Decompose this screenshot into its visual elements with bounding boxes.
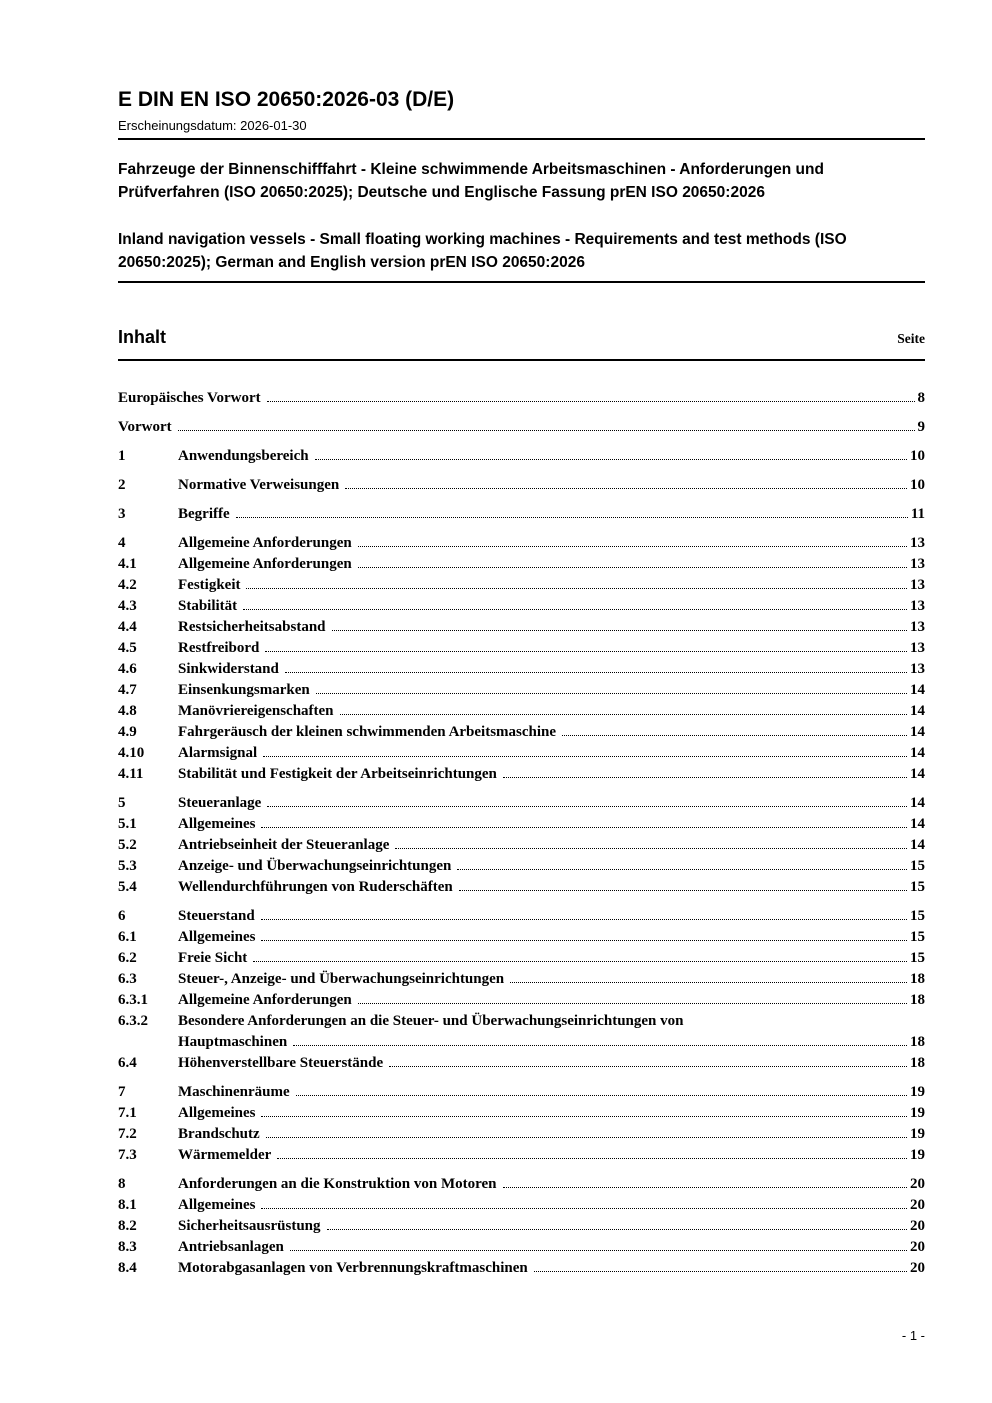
toc-entry-page: 19 — [910, 1147, 925, 1164]
toc-entry-page: 10 — [910, 477, 925, 494]
toc-dotted-leader — [327, 1229, 907, 1230]
toc-entry-page: 20 — [910, 1239, 925, 1256]
toc-entry-body — [178, 446, 925, 467]
toc-dotted-leader — [267, 401, 915, 402]
toc-entry-number: 6.2 — [118, 950, 137, 967]
toc-entry-title: Einsenkungsmarken — [178, 682, 310, 699]
toc-entry-number: 4 — [118, 535, 126, 552]
toc-dotted-leader — [261, 1208, 907, 1209]
toc-dotted-leader — [253, 961, 907, 962]
toc-entry-line — [178, 814, 925, 835]
toc-heading: Inhalt — [118, 327, 166, 348]
toc-entry-number: 6 — [118, 908, 126, 925]
toc-dotted-leader — [265, 651, 907, 652]
toc-entry-number: 6.4 — [118, 1055, 137, 1072]
toc-entry-body — [178, 680, 925, 701]
toc-entry[interactable] — [118, 1216, 925, 1237]
toc-entry[interactable] — [118, 533, 925, 554]
toc-entry-body — [178, 701, 925, 722]
toc-entry-body — [178, 722, 925, 743]
toc-entry-title: Steuer-, Anzeige- und Überwachungseinrichtungen — [178, 971, 505, 988]
toc-dotted-leader — [562, 735, 907, 736]
toc-entry-title: Höhenverstellbare Steuerstände — [178, 1055, 384, 1072]
toc-entry-page: 20 — [910, 1218, 925, 1235]
toc-dotted-leader — [389, 1066, 907, 1067]
toc-entry-line — [178, 701, 925, 722]
toc-dotted-leader — [236, 517, 908, 518]
toc-entry-page: 13 — [910, 535, 925, 552]
toc-entry[interactable] — [118, 927, 925, 948]
toc-entry[interactable] — [118, 722, 925, 743]
toc-entry-number: 5 — [118, 795, 126, 812]
toc-entry-line — [178, 554, 925, 575]
toc-entry-number: 8.3 — [118, 1239, 137, 1256]
toc-entry-page: 18 — [910, 992, 925, 1009]
toc-entry-title: Hauptmaschinen — [178, 1034, 288, 1051]
toc-entry-number: 4.8 — [118, 703, 137, 720]
toc-entry-title: Manövriereigenschaften — [178, 703, 334, 720]
toc-entry-body — [178, 475, 925, 496]
toc-entry-page: 9 — [917, 419, 925, 436]
toc-entry-page: 15 — [910, 879, 925, 896]
toc-entry-body — [178, 659, 925, 680]
toc-entry-page: 14 — [910, 837, 925, 854]
toc-entry-title: Begriffe — [178, 506, 230, 523]
toc-dotted-leader — [290, 1250, 907, 1251]
toc-dotted-leader — [340, 714, 907, 715]
toc-entry-line — [178, 1237, 925, 1258]
toc-entry-body — [178, 1145, 925, 1166]
toc-entry-page: 14 — [910, 724, 925, 741]
toc-entry[interactable] — [118, 969, 925, 990]
toc-dotted-leader — [277, 1158, 907, 1159]
toc-entry-page: 20 — [910, 1260, 925, 1277]
toc-entry-line — [178, 990, 925, 1011]
toc-dotted-leader — [358, 1003, 907, 1004]
toc-entry-title: Allgemeines — [178, 929, 256, 946]
toc-entry-title: Restsicherheitsabstand — [178, 619, 326, 636]
toc-entry-title: Wärmemelder — [178, 1147, 272, 1164]
toc-entry[interactable] — [118, 388, 925, 409]
toc-entry-page: 18 — [910, 1055, 925, 1072]
toc-entry-page: 13 — [910, 556, 925, 573]
toc-entry-line — [178, 575, 925, 596]
toc-entry-body — [178, 1082, 925, 1103]
toc-entry-line — [178, 475, 925, 496]
toc-entry-title: Motorabgasanlagen von Verbrennungskraftmaschinen — [178, 1260, 528, 1277]
toc-entry-page: 14 — [910, 682, 925, 699]
toc-entry-title: Maschinenräume — [178, 1084, 290, 1101]
toc-entry-title: Sicherheitsausrüstung — [178, 1218, 321, 1235]
toc-entry-title: Brandschutz — [178, 1126, 260, 1143]
toc-entry-body — [178, 596, 925, 617]
toc-entry-number: 5.1 — [118, 816, 137, 833]
toc-dotted-leader — [457, 869, 907, 870]
toc-entry-title: Allgemeine Anforderungen — [178, 992, 352, 1009]
toc-dotted-leader — [261, 827, 907, 828]
toc-entry[interactable] — [118, 554, 925, 575]
toc-entry-line — [178, 659, 925, 680]
toc-entry-title: Allgemeine Anforderungen — [178, 556, 352, 573]
toc-entry-body — [178, 533, 925, 554]
toc-entry[interactable] — [118, 680, 925, 701]
toc-entry[interactable] — [118, 1103, 925, 1124]
toc-entry-body — [178, 638, 925, 659]
toc-entry-body — [178, 856, 925, 877]
toc-entry-title: Festigkeit — [178, 577, 241, 594]
toc-entry-line — [178, 927, 925, 948]
toc-entry-line — [178, 1195, 925, 1216]
toc-entry-line — [178, 1216, 925, 1237]
toc-entry-number: 5.4 — [118, 879, 137, 896]
toc-entry-number: 3 — [118, 506, 126, 523]
toc-entry-line — [178, 504, 925, 525]
toc-dotted-leader — [358, 546, 907, 547]
toc-entry-page: 15 — [910, 929, 925, 946]
toc-entry-page: 19 — [910, 1126, 925, 1143]
document-number: E DIN EN ISO 20650:2026-03 (D/E) — [118, 88, 455, 111]
toc-entry-title: Antriebsanlagen — [178, 1239, 284, 1256]
toc-entry-body — [178, 617, 925, 638]
toc-entry-page: 14 — [910, 766, 925, 783]
toc-entry-line — [178, 722, 925, 743]
toc-entry-title-wrap-line: Besondere Anforderungen an die Steuer- und Überwachungseinrichtungen von — [178, 1013, 684, 1030]
toc-dotted-leader — [246, 588, 907, 589]
toc-entry-page: 19 — [910, 1084, 925, 1101]
toc-entry-line — [178, 1032, 925, 1053]
toc-entry-title: Freie Sicht — [178, 950, 248, 967]
toc-entry[interactable] — [118, 617, 925, 638]
toc-dotted-leader — [395, 848, 907, 849]
toc-entry-number: 4.7 — [118, 682, 137, 699]
toc-dotted-leader — [285, 672, 907, 673]
toc-entry-line — [178, 1258, 925, 1279]
toc-entry-title: Antriebseinheit der Steueranlage — [178, 837, 390, 854]
toc-entry[interactable] — [118, 835, 925, 856]
toc-entry[interactable] — [118, 659, 925, 680]
toc-dotted-leader — [534, 1271, 907, 1272]
toc-entry-body — [178, 906, 925, 927]
toc-dotted-leader — [503, 1187, 907, 1188]
toc-entry[interactable] — [118, 1174, 925, 1195]
toc-entry-number: 1 — [118, 448, 126, 465]
toc-header-row — [118, 327, 925, 348]
toc-entry-title: Fahrgeräusch der kleinen schwimmenden Arbeitsmaschine — [178, 724, 557, 741]
toc-entry-title: Europäisches Vorwort — [118, 390, 261, 407]
toc-entry-title: Allgemeine Anforderungen — [178, 535, 352, 552]
toc-entry-title: Wellendurchführungen von Ruderschäften — [178, 879, 453, 896]
toc-entry-number: 7.3 — [118, 1147, 137, 1164]
toc-entry-page: 10 — [910, 448, 925, 465]
toc-entry-line — [178, 906, 925, 927]
toc-entry-number: 7 — [118, 1084, 126, 1101]
toc-entry-page: 13 — [910, 598, 925, 615]
toc-entry-page: 20 — [910, 1197, 925, 1214]
document-header — [118, 88, 925, 283]
toc-entry-line — [178, 856, 925, 877]
toc-entry-title: Allgemeines — [178, 1105, 256, 1122]
toc-dotted-leader — [296, 1095, 907, 1096]
toc-entry-title: Restfreibord — [178, 640, 260, 657]
toc-entry[interactable] — [118, 475, 925, 496]
toc-entry[interactable] — [118, 575, 925, 596]
toc-entry-number: 2 — [118, 477, 126, 494]
toc-entry-line — [178, 969, 925, 990]
toc-entry[interactable] — [118, 1082, 925, 1103]
toc-dotted-leader — [267, 806, 907, 807]
toc-entry[interactable] — [118, 1237, 925, 1258]
toc-dotted-leader — [459, 890, 907, 891]
toc-entry-number: 4.10 — [118, 745, 145, 762]
toc-entry-body — [178, 504, 925, 525]
toc-entry-line — [178, 617, 925, 638]
toc-entry-body — [118, 388, 925, 409]
toc-dotted-leader — [263, 756, 907, 757]
toc-entry[interactable] — [118, 743, 925, 764]
page-number: - 1 - — [901, 1328, 925, 1343]
toc-entry[interactable] — [118, 638, 925, 659]
toc-entry-page: 11 — [910, 506, 925, 523]
toc-entry-page: 8 — [917, 390, 925, 407]
toc-dotted-leader — [315, 459, 907, 460]
toc-dotted-leader — [316, 693, 907, 694]
toc-entry[interactable] — [118, 446, 925, 467]
toc-entry-title: Allgemeines — [178, 1197, 256, 1214]
toc-entry-line — [178, 638, 925, 659]
toc-entry-body — [178, 835, 925, 856]
toc-entry-line — [178, 743, 925, 764]
toc-entry-line — [178, 948, 925, 969]
toc-entry-body — [178, 1195, 925, 1216]
document-title-english: Inland navigation vessels - Small floating working machines - Requirements and test methods (ISO 20650:2025); German and English version prEN ISO 20650:2026 — [118, 231, 847, 272]
toc-entry-title: Anforderungen an die Konstruktion von Motoren — [178, 1176, 497, 1193]
toc-entry-title: Stabilität und Festigkeit der Arbeitseinrichtungen — [178, 766, 497, 783]
toc-entry-body — [178, 1011, 925, 1053]
toc-entry-number: 6.1 — [118, 929, 137, 946]
toc-entry[interactable] — [118, 1258, 925, 1279]
toc-dotted-leader — [510, 982, 907, 983]
toc-entry-body — [178, 1174, 925, 1195]
toc-dotted-leader — [243, 609, 907, 610]
toc-entry-page: 14 — [910, 816, 925, 833]
toc-entry-line — [178, 835, 925, 856]
toc-entry-number: 5.3 — [118, 858, 137, 875]
toc-entry-body — [178, 1124, 925, 1145]
toc-page-column-label: Seite — [897, 331, 925, 347]
toc-entry[interactable] — [118, 417, 925, 438]
toc-entry-line — [118, 388, 925, 409]
toc-entry-line — [178, 1124, 925, 1145]
toc-dotted-leader — [266, 1137, 907, 1138]
toc-entry[interactable] — [118, 1011, 925, 1053]
toc-entry-number: 5.2 — [118, 837, 137, 854]
toc-entry-page: 14 — [910, 703, 925, 720]
toc-entry-body — [178, 793, 925, 814]
toc-entry-body — [178, 990, 925, 1011]
toc-entry-body — [178, 764, 925, 785]
toc-entry-page: 15 — [910, 950, 925, 967]
toc-entry-title: Normative Verweisungen — [178, 477, 340, 494]
toc-entry-page: 19 — [910, 1105, 925, 1122]
toc-entry[interactable] — [118, 948, 925, 969]
toc-entry[interactable] — [118, 1145, 925, 1166]
table-of-contents — [118, 327, 925, 1279]
toc-entry-title: Anwendungsbereich — [178, 448, 309, 465]
toc-rule — [118, 359, 925, 361]
toc-entry-body — [178, 877, 925, 898]
publication-date: Erscheinungsdatum: 2026-01-30 — [118, 118, 307, 134]
toc-entry-number: 7.2 — [118, 1126, 137, 1143]
toc-entry-line — [178, 596, 925, 617]
toc-entry[interactable] — [118, 856, 925, 877]
toc-dotted-leader — [358, 567, 907, 568]
toc-entry-line — [178, 877, 925, 898]
toc-entry-body — [178, 927, 925, 948]
toc-entry-line — [178, 446, 925, 467]
toc-entry-title: Allgemeines — [178, 816, 256, 833]
toc-entry-body — [178, 969, 925, 990]
toc-entry-title: Vorwort — [118, 419, 172, 436]
toc-entry-line — [178, 533, 925, 554]
toc-entry-number: 6.3 — [118, 971, 137, 988]
toc-entry-body — [178, 1258, 925, 1279]
toc-entry-number: 4.9 — [118, 724, 137, 741]
toc-dotted-leader — [293, 1045, 907, 1046]
toc-entry-line — [118, 417, 925, 438]
toc-entry-page: 13 — [910, 640, 925, 657]
toc-dotted-leader — [332, 630, 907, 631]
toc-entry-body — [178, 1053, 925, 1074]
toc-entry-number: 8 — [118, 1176, 126, 1193]
toc-entry-page: 14 — [910, 745, 925, 762]
toc-entry-title: Steuerstand — [178, 908, 255, 925]
toc-entry-number: 4.2 — [118, 577, 137, 594]
toc-entry-body — [178, 743, 925, 764]
toc-entry[interactable] — [118, 596, 925, 617]
toc-entry-body — [118, 417, 925, 438]
toc-entry[interactable] — [118, 1124, 925, 1145]
document-title-german: Fahrzeuge der Binnenschifffahrt - Kleine schwimmende Arbeitsmaschinen - Anforderungen und Prüfverfahren (ISO 20650:2025); Deutsche und Englische Fassung prEN ISO 20650:2026 — [118, 161, 824, 202]
page-footer — [902, 1328, 925, 1343]
toc-entry-title: Alarmsignal — [178, 745, 258, 762]
toc-entry-number: 7.1 — [118, 1105, 137, 1122]
toc-entry-number: 4.3 — [118, 598, 137, 615]
toc-dotted-leader — [503, 777, 907, 778]
header-rule — [118, 138, 925, 140]
toc-entry-body — [178, 814, 925, 835]
toc-entry-page: 20 — [910, 1176, 925, 1193]
toc-entry-number: 4.1 — [118, 556, 137, 573]
toc-entry[interactable] — [118, 504, 925, 525]
toc-entry-page: 15 — [910, 908, 925, 925]
toc-entry[interactable] — [118, 906, 925, 927]
toc-entry-body — [178, 1216, 925, 1237]
toc-entry-number: 4.4 — [118, 619, 137, 636]
toc-dotted-leader — [178, 430, 915, 431]
toc-entry-title: Stabilität — [178, 598, 238, 615]
toc-entry-line — [178, 680, 925, 701]
toc-entry[interactable] — [118, 814, 925, 835]
toc-entry-number: 4.5 — [118, 640, 137, 657]
toc-entry[interactable] — [118, 793, 925, 814]
toc-entry[interactable] — [118, 1053, 925, 1074]
toc-entry-line — [178, 764, 925, 785]
toc-entry-body — [178, 575, 925, 596]
toc-entry-line — [178, 793, 925, 814]
toc-dotted-leader — [261, 940, 907, 941]
toc-entry-title: Anzeige- und Überwachungseinrichtungen — [178, 858, 452, 875]
toc-list — [118, 388, 925, 1279]
toc-entry-number: 8.1 — [118, 1197, 137, 1214]
toc-entry-page: 18 — [910, 971, 925, 988]
toc-entry-page: 18 — [910, 1034, 925, 1051]
toc-entry[interactable] — [118, 701, 925, 722]
toc-entry-page: 15 — [910, 858, 925, 875]
toc-dotted-leader — [345, 488, 907, 489]
title-rule — [118, 281, 925, 283]
toc-entry-page: 13 — [910, 619, 925, 636]
toc-entry-number: 8.2 — [118, 1218, 137, 1235]
toc-entry-number: 8.4 — [118, 1260, 137, 1277]
toc-entry[interactable] — [118, 1195, 925, 1216]
toc-entry-page: 13 — [910, 577, 925, 594]
toc-entry-number: 6.3.2 — [118, 1013, 148, 1030]
toc-dotted-leader — [261, 1116, 907, 1117]
toc-entry-number: 4.11 — [118, 766, 144, 783]
toc-entry[interactable] — [118, 877, 925, 898]
toc-entry-line — [178, 1174, 925, 1195]
toc-entry-body — [178, 554, 925, 575]
toc-entry-page: 13 — [910, 661, 925, 678]
toc-entry-line — [178, 1082, 925, 1103]
toc-entry-number: 4.6 — [118, 661, 137, 678]
toc-entry-page: 14 — [910, 795, 925, 812]
toc-entry-title: Steueranlage — [178, 795, 262, 812]
toc-entry[interactable] — [118, 990, 925, 1011]
toc-entry-body — [178, 1237, 925, 1258]
toc-entry-body — [178, 1103, 925, 1124]
toc-entry-title: Sinkwiderstand — [178, 661, 279, 678]
toc-entry-number: 6.3.1 — [118, 992, 148, 1009]
toc-entry-line — [178, 1053, 925, 1074]
toc-entry-body — [178, 948, 925, 969]
toc-entry[interactable] — [118, 764, 925, 785]
toc-dotted-leader — [261, 919, 907, 920]
toc-entry-line — [178, 1103, 925, 1124]
toc-entry-line — [178, 1145, 925, 1166]
